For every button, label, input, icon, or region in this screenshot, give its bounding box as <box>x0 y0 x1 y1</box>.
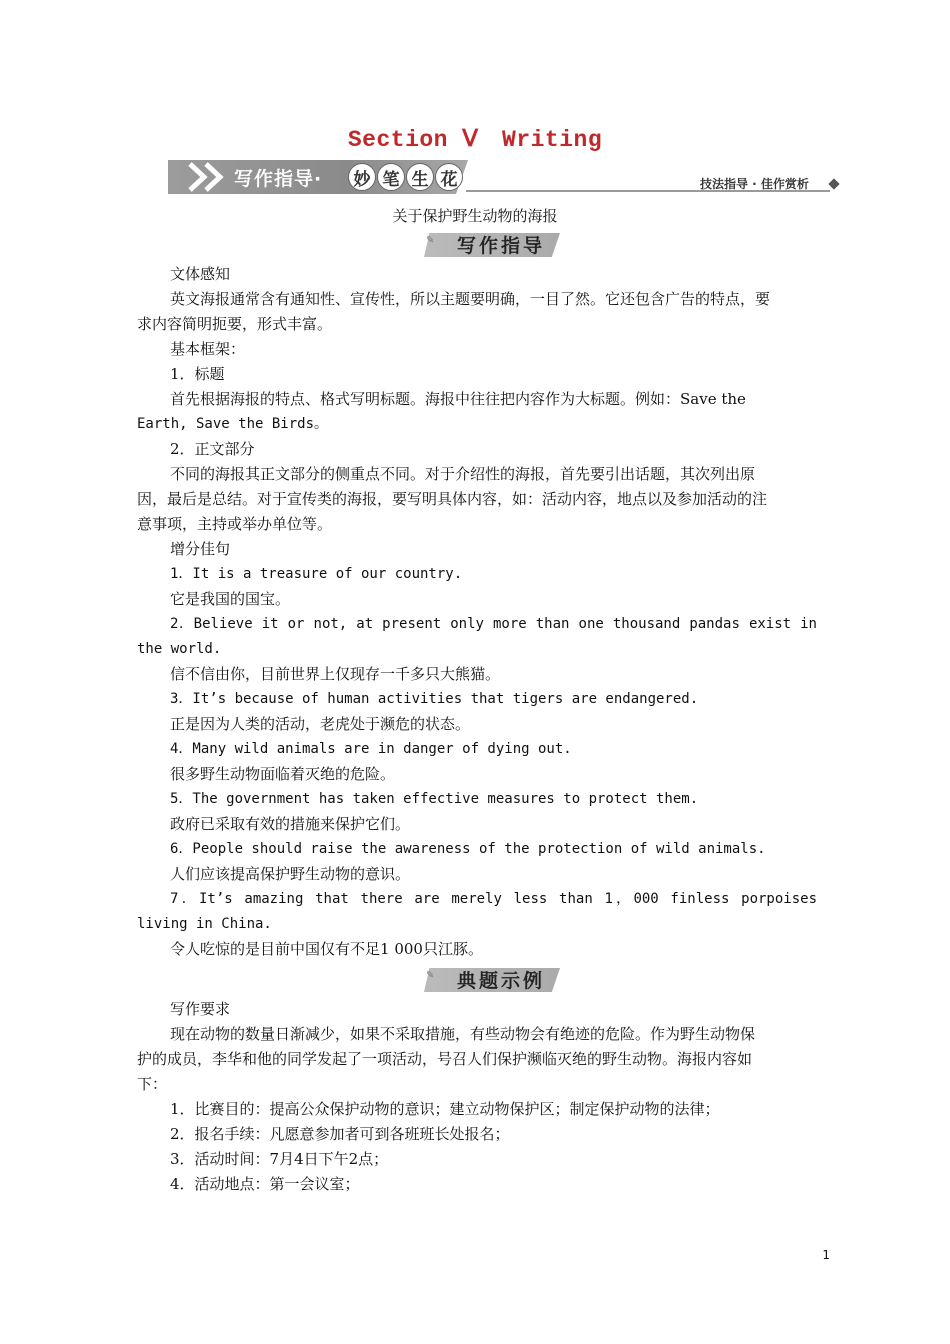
text-line: 文体感知 <box>170 265 231 283</box>
text-line: 正是因为人类的活动，老虎处于濒危的状态。 <box>170 715 471 733</box>
text-line: 政府已采取有效的措施来保护它们。 <box>170 815 411 833</box>
text-line: 英文海报通常含有通知性、宣传性，所以主题要明确，一目了然。它还包含广告的特点，要 <box>170 290 771 308</box>
text-line: 信不信由你，目前世界上仅现存一千多只大熊猫。 <box>170 665 501 683</box>
text-line: 6．People should raise the awareness of the protection of wild animals. <box>170 841 766 857</box>
text-line: 令人吃惊的是目前中国仅有不足1 000只江豚。 <box>170 940 483 958</box>
text-line: 下： <box>137 1075 168 1093</box>
page-number: 1 <box>822 1248 830 1262</box>
text-line: 5．The government has taken effective measures to protect them. <box>170 791 699 807</box>
banner-right-text: 技法指导 · 佳作赏析 <box>700 177 809 191</box>
banner-badge: 笔 <box>377 163 405 191</box>
text-line: 首先根据海报的特点、格式写明标题。海报中往往把内容作为大标题。例如：Save the <box>170 390 746 408</box>
text-line: 3．It’s because of human activities that tigers are endangered. <box>170 691 699 707</box>
text-line: 写作要求 <box>170 1000 231 1018</box>
text-line: living in China. <box>137 916 272 932</box>
text-line: the world. <box>137 641 222 657</box>
text-line: 因，最后是总结。对于宣传类的海报，要写明具体内容，如：活动内容，地点以及参加活动的注 <box>137 490 768 508</box>
text-line: 4．Many wild animals are in danger of dying out. <box>170 741 572 757</box>
document-subtitle: 关于保护野生动物的海报 <box>392 207 558 225</box>
text-line: 7．It’s amazing that there are merely less than 1，000 finless porpoises <box>170 891 817 907</box>
text-line: 1．标题 <box>170 365 225 383</box>
text-line: 护的成员，李华和他的同学发起了一项活动，号召人们保护濒临灭绝的野生动物。海报内容如 <box>137 1050 753 1068</box>
text-line: 2．正文部分 <box>170 440 255 458</box>
banner-badge: 花 <box>435 163 463 191</box>
section-tag-example <box>424 966 560 994</box>
text-line: 很多野生动物面临着灭绝的危险。 <box>170 765 396 783</box>
section-tag-writing-guide <box>424 231 560 259</box>
page-title: Section Ⅴ Writing <box>347 127 603 153</box>
pencil-icon: ✎ <box>426 235 435 246</box>
text-line: 增分佳句 <box>170 540 231 558</box>
section-banner <box>168 160 468 194</box>
text-line: 它是我国的国宝。 <box>170 590 291 608</box>
text-line: 不同的海报其正文部分的侧重点不同。对于介绍性的海报，首先要引出话题，其次列出原 <box>170 465 756 483</box>
banner-badge: 妙 <box>348 163 376 191</box>
banner-badges <box>348 163 463 191</box>
text-line: 人们应该提高保护野生动物的意识。 <box>170 865 411 883</box>
text-line: Earth, Save the Birds。 <box>137 416 329 432</box>
text-line: 意事项，主持或举办单位等。 <box>137 515 333 533</box>
text-line: 2．Believe it or not, at present only more than one thousand pandas exist in <box>170 616 817 632</box>
banner-badge: 生 <box>406 163 434 191</box>
double-chevron-icon <box>186 162 232 192</box>
text-line: 2．报名手续：凡愿意参加者可到各班班长处报名； <box>170 1125 510 1143</box>
text-line: 求内容简明扼要，形式丰富。 <box>137 315 333 333</box>
text-line: 1．It is a treasure of our country. <box>170 566 463 582</box>
text-line: 4．活动地点：第一会议室； <box>170 1175 360 1193</box>
pencil-icon: ✎ <box>426 970 435 981</box>
text-line: 1．比赛目的：提高公众保护动物的意识；建立动物保护区；制定保护动物的法律； <box>170 1100 720 1118</box>
section-tag-label: 写作指导 <box>456 235 545 257</box>
text-line: 3．活动时间：7月4日下午2点； <box>170 1150 389 1168</box>
section-tag-label: 典题示例 <box>456 970 545 992</box>
text-line: 基本框架： <box>170 340 246 358</box>
banner-label: 写作指导· <box>234 168 323 190</box>
diamond-icon <box>828 178 839 189</box>
text-line: 现在动物的数量日渐减少，如果不采取措施，有些动物会有绝迹的危险。作为野生动物保 <box>170 1025 756 1043</box>
